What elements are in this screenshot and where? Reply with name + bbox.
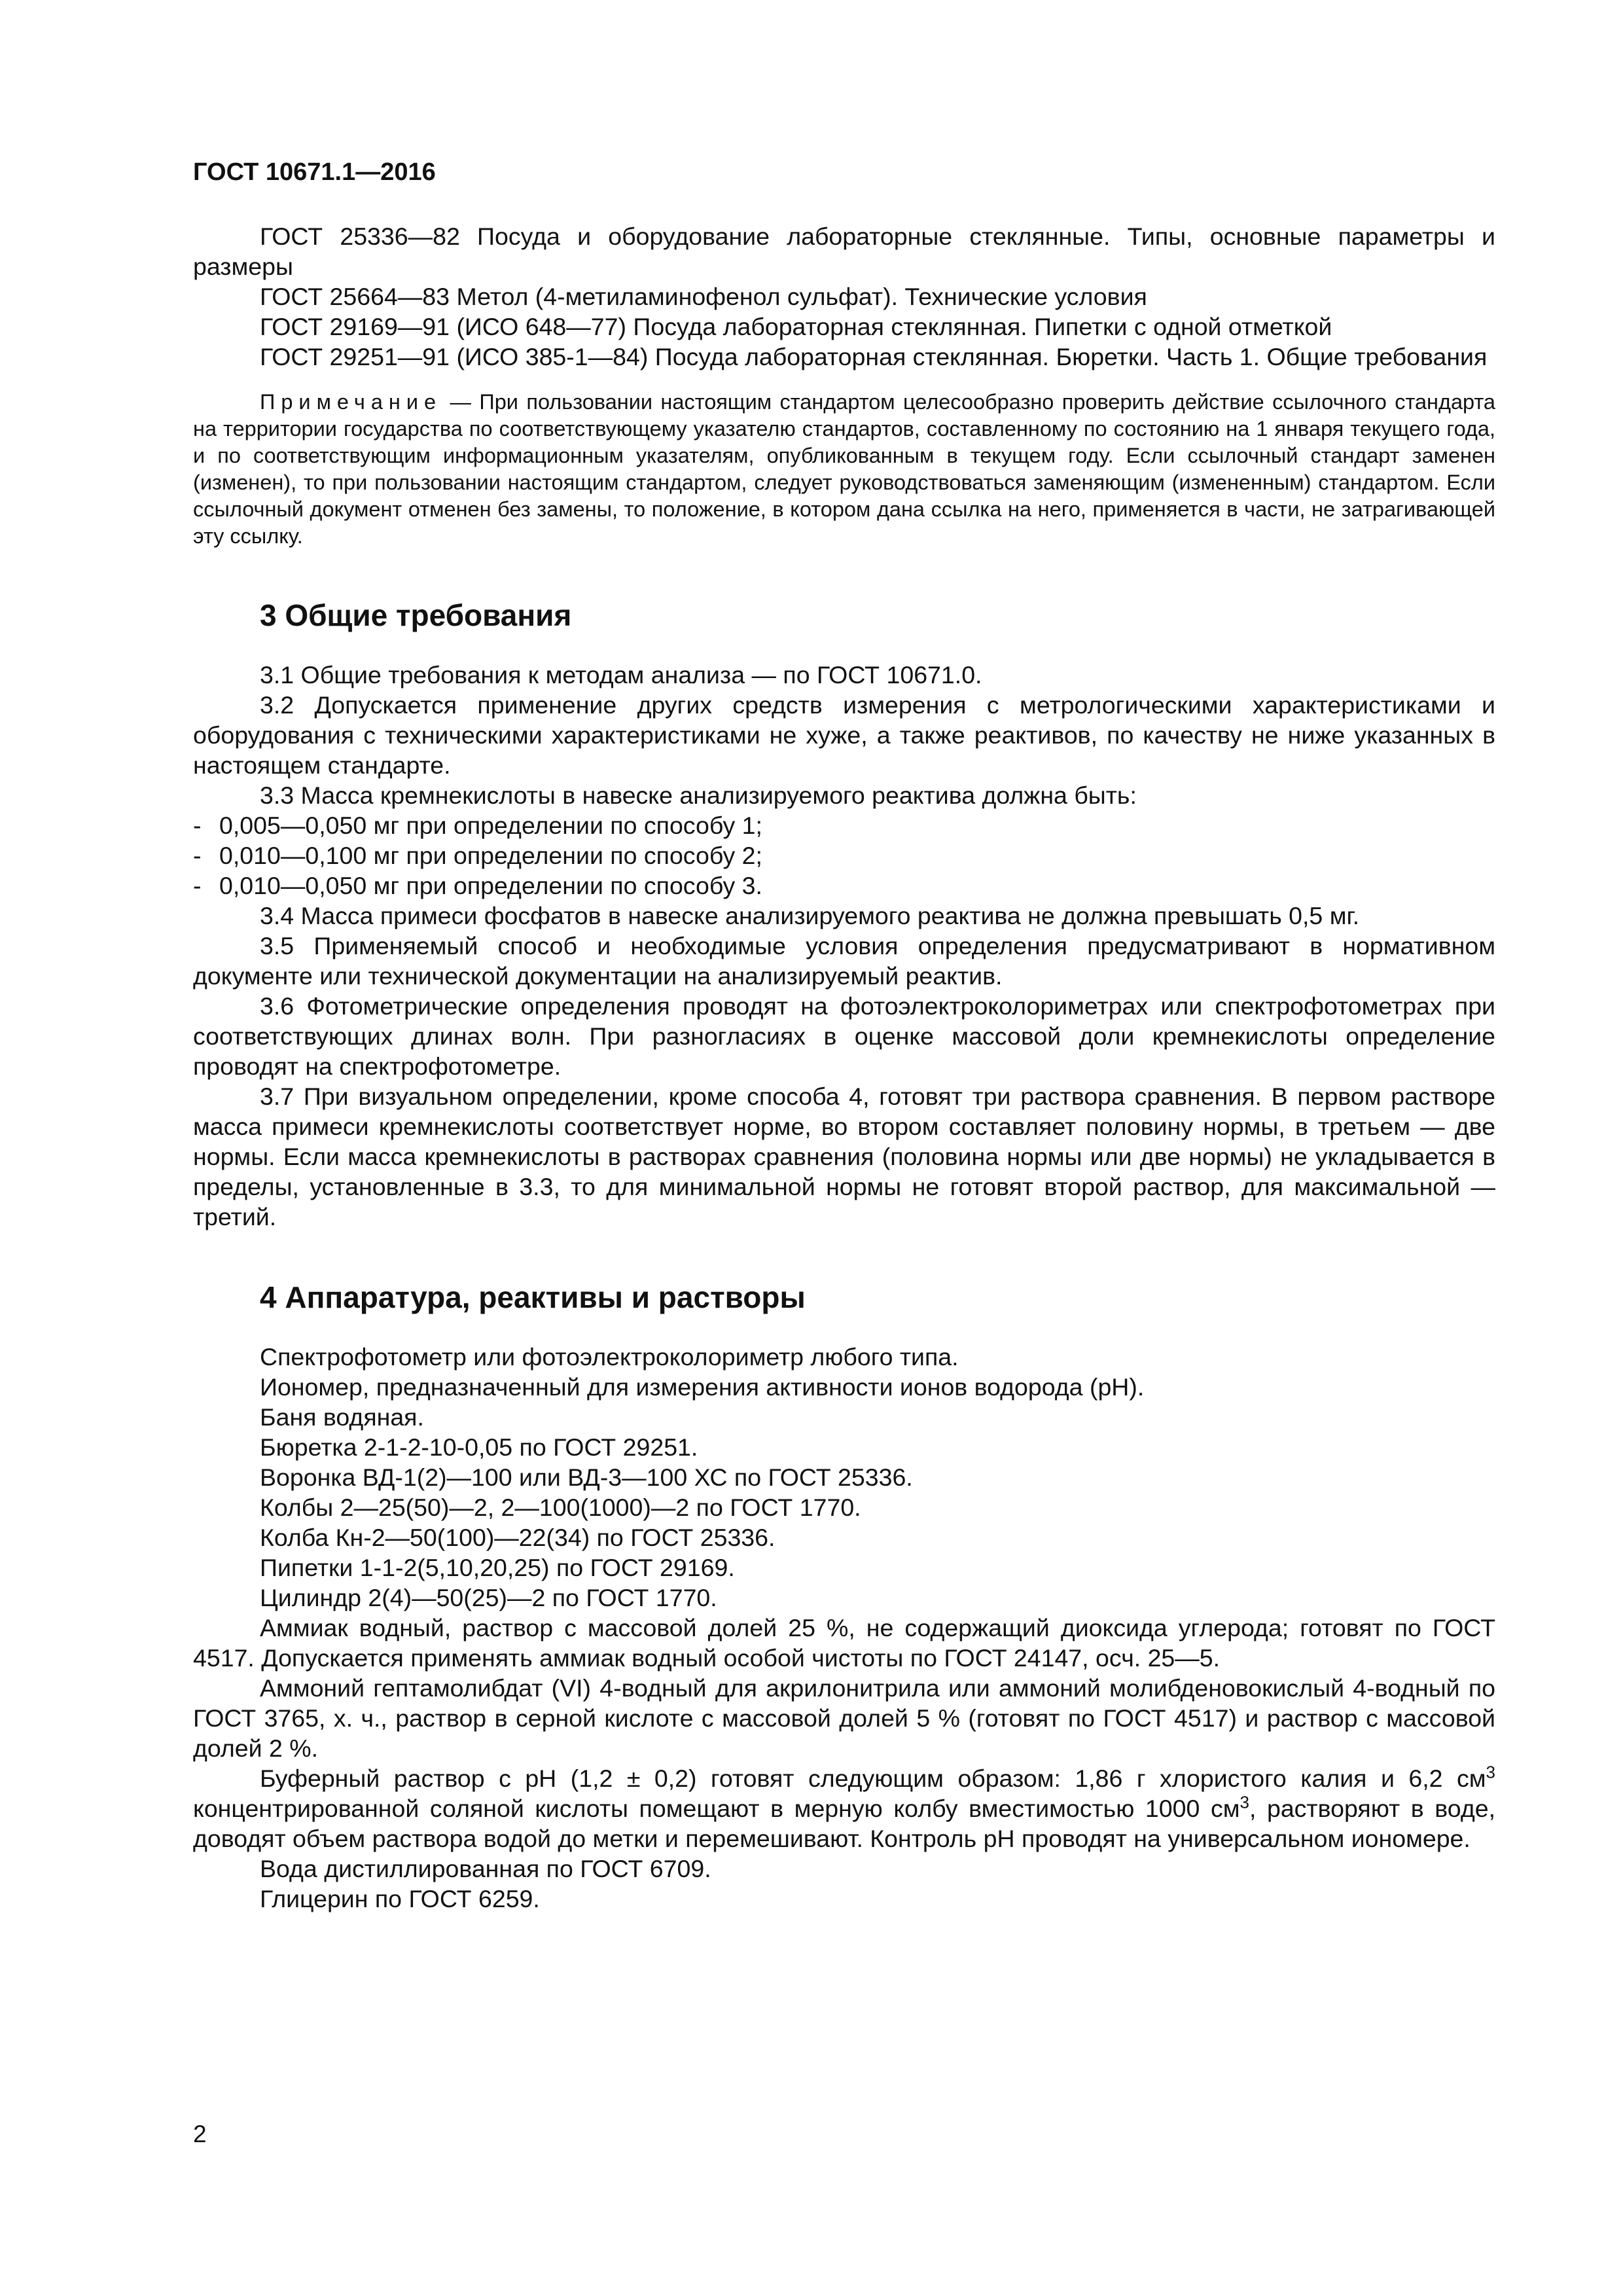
list-marker: -: [193, 872, 202, 899]
list-item: [193, 870, 1495, 901]
section-3-title: 3 Общие требования: [260, 598, 572, 632]
list-item: [193, 840, 1495, 870]
section-4-title: 4 Аппаратура, реактивы и растворы: [260, 1280, 806, 1314]
reference-item: ГОСТ 25664—83 Метол (4-метиламинофенол сульфат). Технические условия: [260, 283, 1147, 310]
reference-item: ГОСТ 29169—91 (ИСО 648—77) Посуда лабораторная стеклянная. Пипетки с одной отметкой: [260, 313, 1332, 340]
clause-3-7: 3.7 При визуальном определении, кроме способа 4, готовят три раствора сравнения. В первом растворе масса примеси кремнекислоты соответствует норме, во втором составляет половину нормы, в третьем — две нормы. Если масса кремнекислоты в растворах сравнения (половина нормы или две нормы) не укладывается в пределы, установленные в 3.3, то для минимальной нормы не готовят второй раствор, для максимальной — третий.: [193, 1083, 1495, 1230]
list-item-text: 0,010—0,100 мг при определении по способу 2;: [219, 842, 762, 869]
reference-item: ГОСТ 25336—82 Посуда и оборудование лабораторные стеклянные. Типы, основные параметры и размеры: [193, 223, 1495, 280]
reagent-item: Аммиак водный, раствор с массовой долей 25 %, не содержащий диоксида углерода; готовят по ГОСТ 4517. Допускается применять аммиак водный особой чистоты по ГОСТ 24147, осч. 25—5.: [193, 1614, 1495, 1672]
list-item-text: 0,010—0,050 мг при определении по способу 3.: [219, 872, 762, 899]
buffer-text-part: , растворяют в воде, доводят объем раствора водой до метки и перемешивают. Контроль pH проводят на универсальном иономере.: [193, 1795, 1495, 1852]
document-page: [193, 157, 1495, 1914]
clause-3-5: 3.5 Применяемый способ и необходимые условия определения предусматривают в нормативном документе или технической документации на анализируемый реактив.: [193, 932, 1495, 990]
document-header: ГОСТ 10671.1—2016: [193, 158, 436, 186]
list-marker: -: [193, 812, 202, 839]
equipment-item: Баня водяная.: [260, 1403, 424, 1431]
equipment-item: Цилиндр 2(4)—50(25)—2 по ГОСТ 1770.: [260, 1584, 717, 1611]
equipment-item: Воронка ВД-1(2)—100 или ВД-3—100 ХС по ГОСТ 25336.: [260, 1463, 913, 1491]
equipment-item: Колбы 2—25(50)—2, 2—100(1000)—2 по ГОСТ 1770.: [260, 1494, 861, 1521]
buffer-solution-item: [193, 1763, 1495, 1854]
note-text: — При пользовании настоящим стандартом целесообразно проверить действие ссылочного стандарта на территории государства по соответствующему указателю стандартов, составленному по состоянию на 1 января текущего года, и по соответствующим информационным указателям, опубликованным в текущем году. Если ссылочный стандарт заменен (изменен), то при пользовании настоящим стандартом, следует руководствоваться заменяющим (измененным) стандартом. Если ссылочный документ отменен без замены, то положение, в котором дана ссылка на него, применяется в части, не затрагивающей эту ссылку.: [193, 390, 1495, 548]
equipment-item: Иономер, предназначенный для измерения активности ионов водорода (pH).: [260, 1373, 1145, 1401]
reagent-item: Глицерин по ГОСТ 6259.: [260, 1885, 540, 1912]
clause-3-4: 3.4 Масса примеси фосфатов в навеске анализируемого реактива не должна превышать 0,5 мг.: [260, 902, 1360, 929]
equipment-item: Бюретка 2-1-2-10-0,05 по ГОСТ 29251.: [260, 1433, 698, 1461]
section-4-body: [193, 1342, 1495, 1914]
section-3-body: [193, 660, 1495, 1232]
list-item: [193, 810, 1495, 840]
superscript: 3: [1486, 1762, 1495, 1782]
note-paragraph: [193, 389, 1495, 550]
clause-3-3: 3.3 Масса кремнекислоты в навеске анализируемого реактива должна быть:: [260, 781, 1137, 809]
list-marker: -: [193, 842, 202, 869]
reagent-item: Вода дистиллированная по ГОСТ 6709.: [260, 1855, 711, 1882]
normative-references: [193, 221, 1495, 372]
page-number: 2: [193, 2121, 207, 2147]
buffer-text-part: концентрированной соляной кислоты помещают в мерную колбу вместимостью 1000 см: [193, 1795, 1240, 1822]
equipment-item: Спектрофотометр или фотоэлектроколориметр любого типа.: [260, 1343, 959, 1371]
buffer-text-part: Буферный раствор с pH (1,2 ± 0,2) готовят следующим образом: 1,86 г хлористого калия и 6,2 см: [260, 1765, 1486, 1792]
clause-3-1: 3.1 Общие требования к методам анализа — по ГОСТ 10671.0.: [260, 661, 982, 689]
clause-3-2: 3.2 Допускается применение других средств измерения с метрологическими характеристиками и оборудования с техническими характеристиками не хуже, а также реактивов, по качеству не ниже указанных в настоящем стандарте.: [193, 691, 1495, 779]
clause-3-6: 3.6 Фотометрические определения проводят на фотоэлектроколориметрах или спектрофотометрах при соответствующих длинах волн. При разногласиях в оценке массовой доли кремнекислоты определение проводят на спектрофотометре.: [193, 992, 1495, 1080]
equipment-item: Колба Кн-2—50(100)—22(34) по ГОСТ 25336.: [260, 1524, 776, 1551]
list-item-text: 0,005—0,050 мг при определении по способу 1;: [219, 812, 762, 839]
equipment-item: Пипетки 1-1-2(5,10,20,25) по ГОСТ 29169.: [260, 1554, 735, 1581]
superscript: 3: [1240, 1792, 1249, 1812]
note-label: Примечание: [260, 390, 442, 414]
reference-item: ГОСТ 29251—91 (ИСО 385-1—84) Посуда лабораторная стеклянная. Бюретки. Часть 1. Общие требования: [260, 343, 1488, 370]
reagent-item: Аммоний гептамолибдат (VI) 4-водный для акрилонитрила или аммоний молибденовокислый 4-водный по ГОСТ 3765, х. ч., раствор в серной кислоте с массовой долей 5 % (готовят по ГОСТ 4517) и раствор с массовой долей 2 %.: [193, 1674, 1495, 1762]
